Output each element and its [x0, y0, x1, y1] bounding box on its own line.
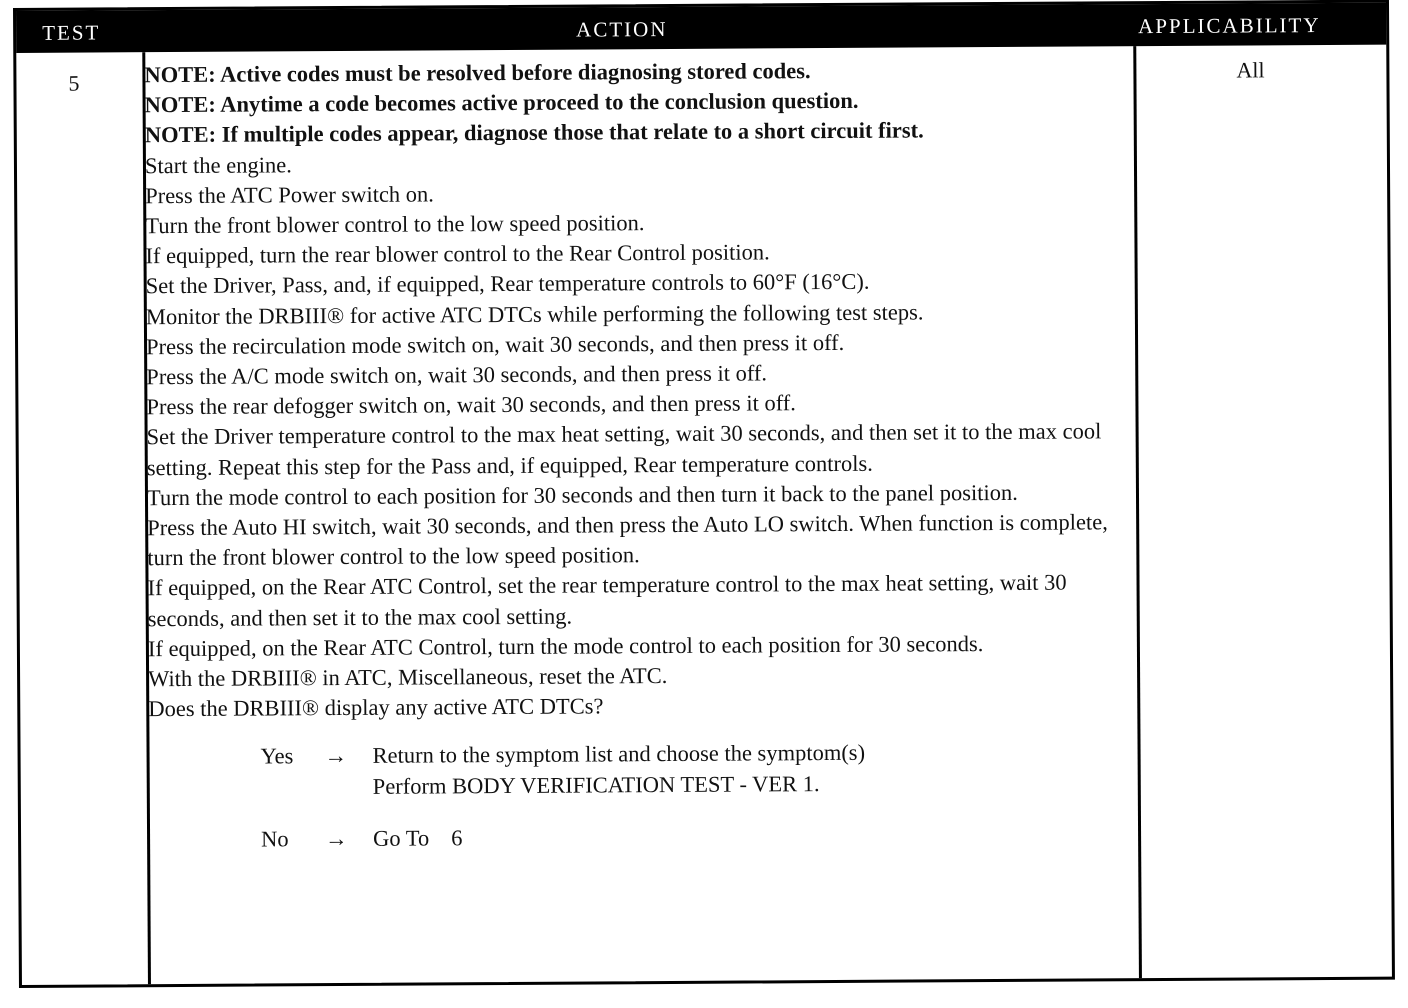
header-applicability: APPLICABILITY	[1138, 13, 1321, 39]
yes-instructions	[372, 738, 865, 801]
note-line: NOTE: Anytime a code becomes active proceed to the conclusion question.	[144, 88, 859, 118]
step-line: Press the Auto HI switch, wait 30 seconds, and then press the Auto LO switch. When function is complete, turn the front blower control to the low speed position.	[147, 509, 1108, 571]
yes-line: Return to the symptom list and choose the symptom(s)	[372, 740, 866, 769]
test-number: 5	[68, 70, 80, 96]
no-label: No	[261, 826, 289, 852]
step-line: Turn the mode control to each position for 30 seconds and then turn it back to the panel position.	[146, 479, 1018, 511]
step-line: If equipped, on the Rear ATC Control, turn the mode control to each position for 30 seconds.	[147, 630, 984, 662]
step-line: Set the Driver temperature control to the max heat setting, wait 30 seconds, and then set it to the max cool setting. Repeat this step for the Pass and, if equipped, Rear temperature controls.	[146, 418, 1102, 480]
step-line: Press the ATC Power switch on.	[145, 181, 434, 209]
step-line: Turn the front blower control to the low speed position.	[145, 210, 645, 239]
header-action: ACTION	[576, 17, 668, 42]
yes-label: Yes	[260, 743, 294, 769]
step-line: Start the engine.	[144, 151, 292, 178]
column-divider	[1133, 46, 1142, 978]
test-column	[16, 52, 148, 985]
step-line: Press the recirculation mode switch on, wait 30 seconds, and then press it off.	[145, 329, 845, 360]
question-line: Does the DRBIII® display any active ATC DTCs?	[148, 693, 604, 722]
table-header	[16, 3, 1386, 53]
goto-number: 6	[451, 825, 463, 851]
yes-line: Perform BODY VERIFICATION TEST - VER 1.	[372, 770, 820, 799]
answer-yes	[260, 737, 1126, 803]
step-line: Monitor the DRBIII® for active ATC DTCs while performing the following test steps.	[145, 299, 924, 329]
arrow-icon: →	[324, 743, 348, 769]
header-test: TEST	[42, 20, 101, 45]
note-line: NOTE: Active codes must be resolved before diagnosing stored codes.	[144, 58, 811, 88]
arrow-icon: →	[325, 825, 348, 851]
step-line: Press the rear defogger switch on, wait 30 seconds, and then press it off.	[146, 390, 796, 420]
test-table	[13, 0, 1395, 988]
step-line: With the DRBIII® in ATC, Miscellaneous, reset the ATC.	[148, 663, 668, 692]
step-line: Press the A/C mode switch on, wait 30 seconds, and then press it off.	[146, 360, 768, 390]
note-line: NOTE: If multiple codes appear, diagnose those that relate to a short circuit first.	[144, 117, 924, 148]
applicability-value: All	[1236, 57, 1265, 83]
step-line: Set the Driver, Pass, and, if equipped, Rear temperature controls to 60°F (16°C).	[145, 269, 870, 299]
step-line: If equipped, turn the rear blower control to the Rear Control position.	[145, 239, 770, 269]
answer-block	[260, 737, 1127, 855]
no-instructions	[373, 823, 463, 854]
step-line: If equipped, on the Rear ATC Control, set the rear temperature control to the max heat setting, wait 30 seconds, and then set it to the max cool setting.	[147, 570, 1067, 631]
answer-no	[261, 819, 1127, 854]
action-column	[144, 54, 1127, 855]
goto-label: Go To	[373, 825, 430, 851]
